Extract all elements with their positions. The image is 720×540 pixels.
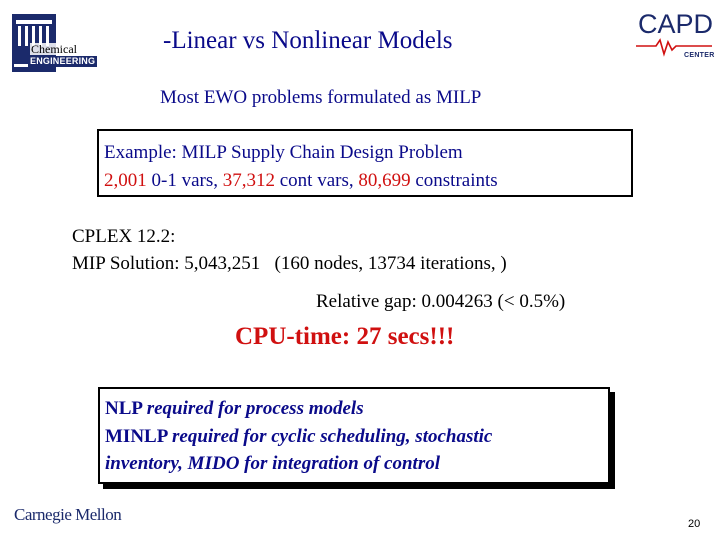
constraint-label: constraints bbox=[415, 170, 498, 191]
relative-gap: Relative gap: 0.004263 (< 0.5%) bbox=[316, 291, 566, 312]
constraint-count: 80,699 bbox=[358, 170, 411, 191]
capd-logo bbox=[634, 8, 716, 72]
minlp-label: MINLP bbox=[105, 426, 168, 447]
example-stats bbox=[104, 170, 498, 192]
slide-subtitle: Most EWO problems formulated as MILP bbox=[160, 87, 482, 108]
cplex-version: CPLEX 12.2: bbox=[72, 226, 176, 247]
page-number: 20 bbox=[688, 518, 701, 530]
cpu-time: CPU-time: 27 secs!!! bbox=[235, 323, 455, 350]
binary-var-label: 0-1 vars, bbox=[151, 170, 218, 191]
cont-var-count: 37,312 bbox=[222, 170, 275, 191]
nlp-label: NLP bbox=[105, 398, 142, 419]
carnegie-mellon-logo: Carnegie Mellon bbox=[14, 505, 122, 524]
chemical-engineering-logo bbox=[12, 14, 96, 72]
capd-center-text: CENTER bbox=[684, 52, 715, 59]
minlp-description: required for cyclic scheduling, stochastic bbox=[172, 426, 493, 447]
mido-description: inventory, MIDO for integration of control bbox=[105, 453, 440, 474]
nlp-description: required for process models bbox=[146, 398, 364, 419]
binary-var-count: 2,001 bbox=[104, 170, 147, 191]
nlp-box bbox=[98, 387, 610, 484]
capd-logo-text: CAPD bbox=[638, 9, 714, 39]
mido-line bbox=[105, 453, 440, 475]
example-box bbox=[97, 129, 633, 197]
cont-var-label: cont vars, bbox=[279, 170, 354, 191]
example-heading: Example: MILP Supply Chain Design Problem bbox=[104, 142, 463, 163]
slide-title: -Linear vs Nonlinear Models bbox=[163, 27, 453, 54]
mip-solution: MIP Solution: 5,043,251 (160 nodes, 13734 iterations, ) bbox=[72, 253, 507, 274]
logo-text-chemical: Chemical bbox=[31, 42, 77, 56]
logo-text-engineering: ENGINEERING bbox=[30, 56, 96, 66]
minlp-line bbox=[105, 426, 492, 448]
nlp-line bbox=[105, 398, 364, 420]
